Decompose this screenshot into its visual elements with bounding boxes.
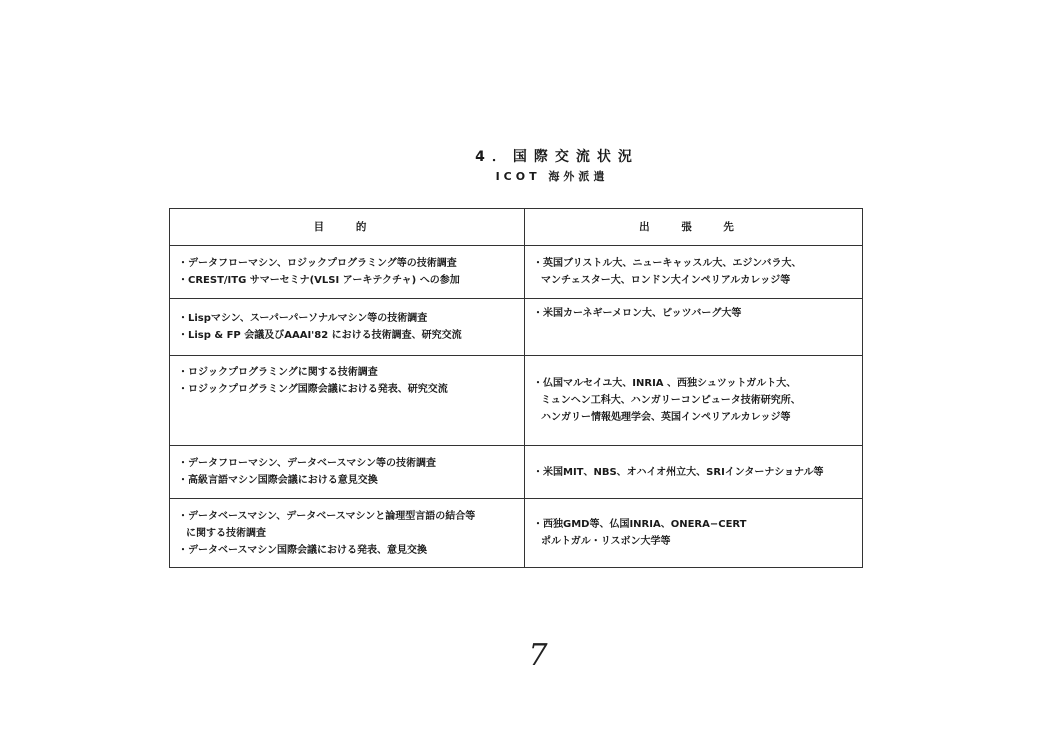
purpose-line: ・ロジックプログラミング国際会議における発表、研究交流 xyxy=(178,384,448,395)
purpose-line: ・ロジックプログラミングに関する技術調査 xyxy=(178,367,378,378)
destination-cell xyxy=(525,356,863,446)
purpose-line: ・データフローマシン、データベースマシン等の技術調査 xyxy=(178,458,436,469)
purpose-cell xyxy=(170,446,525,499)
page-subtitle: ICOT 海外派遣 xyxy=(495,170,609,183)
purpose-line: ・データベースマシン、データベースマシンと論理型言語の結合等 xyxy=(178,510,476,522)
page-title: 4．国際交流状況 xyxy=(475,149,639,165)
destination-line: ・西独GMD等、仏国INRIA、ONERA−CERT xyxy=(533,519,747,530)
purpose-cell xyxy=(170,499,525,568)
purpose-cell xyxy=(170,246,525,299)
purpose-line: ・Lispマシン、スーパーパーソナルマシン等の技術調査 xyxy=(178,313,428,324)
purpose-line: ・高級言語マシン国際会議における意見交換 xyxy=(178,475,378,486)
purpose-line: ・CREST/ITG サマーセミナ(VLSI アーキテクチャ) への参加 xyxy=(178,275,460,286)
purpose-line: ・Lisp & FP 会議及びAAAI'82 における技術調査、研究交流 xyxy=(178,330,462,341)
table-header-row xyxy=(170,209,863,246)
column-header-purpose: 目 的 xyxy=(170,209,525,246)
table-row xyxy=(170,499,863,568)
table-row xyxy=(170,356,863,446)
destination-cell xyxy=(525,299,863,356)
destination-line: ・米国カーネギーメロン大、ピッツバーグ大等 xyxy=(533,308,742,319)
purpose-cell xyxy=(170,356,525,446)
destination-line: ・英国ブリストル大、ニューキャッスル大、エジンバラ大、 xyxy=(533,258,802,269)
destination-line: マンチェスター大、ロンドン大インペリアルカレッジ等 xyxy=(541,275,791,286)
destination-line: ・仏国マルセイユ大、INRIA 、西独シュツットガルト大、 xyxy=(533,378,797,389)
destination-cell xyxy=(525,499,863,568)
page-number: 7 xyxy=(528,638,548,673)
purpose-line: ・データベースマシン国際会議における発表、意見交換 xyxy=(178,544,428,556)
destination-line: ミュンヘン工科大、ハンガリーコンピュータ技術研究所、 xyxy=(541,395,801,406)
purpose-line: に関する技術調査 xyxy=(186,527,266,539)
destination-line: ハンガリー情報処理学会、英国インペリアルカレッジ等 xyxy=(541,412,791,423)
destination-line: ・米国MIT、NBS、オハイオ州立大、SRIインターナショナル等 xyxy=(533,466,824,478)
exchange-table xyxy=(169,208,863,568)
destination-cell xyxy=(525,446,863,499)
destination-line: ポルトガル・リスボン大学等 xyxy=(541,536,671,547)
table-row xyxy=(170,446,863,499)
table-row xyxy=(170,299,863,356)
destination-cell xyxy=(525,246,863,299)
table-row xyxy=(170,246,863,299)
column-header-destination: 出 張 先 xyxy=(525,209,863,246)
purpose-cell xyxy=(170,299,525,356)
purpose-line: ・データフローマシン、ロジックプログラミング等の技術調査 xyxy=(178,258,457,269)
